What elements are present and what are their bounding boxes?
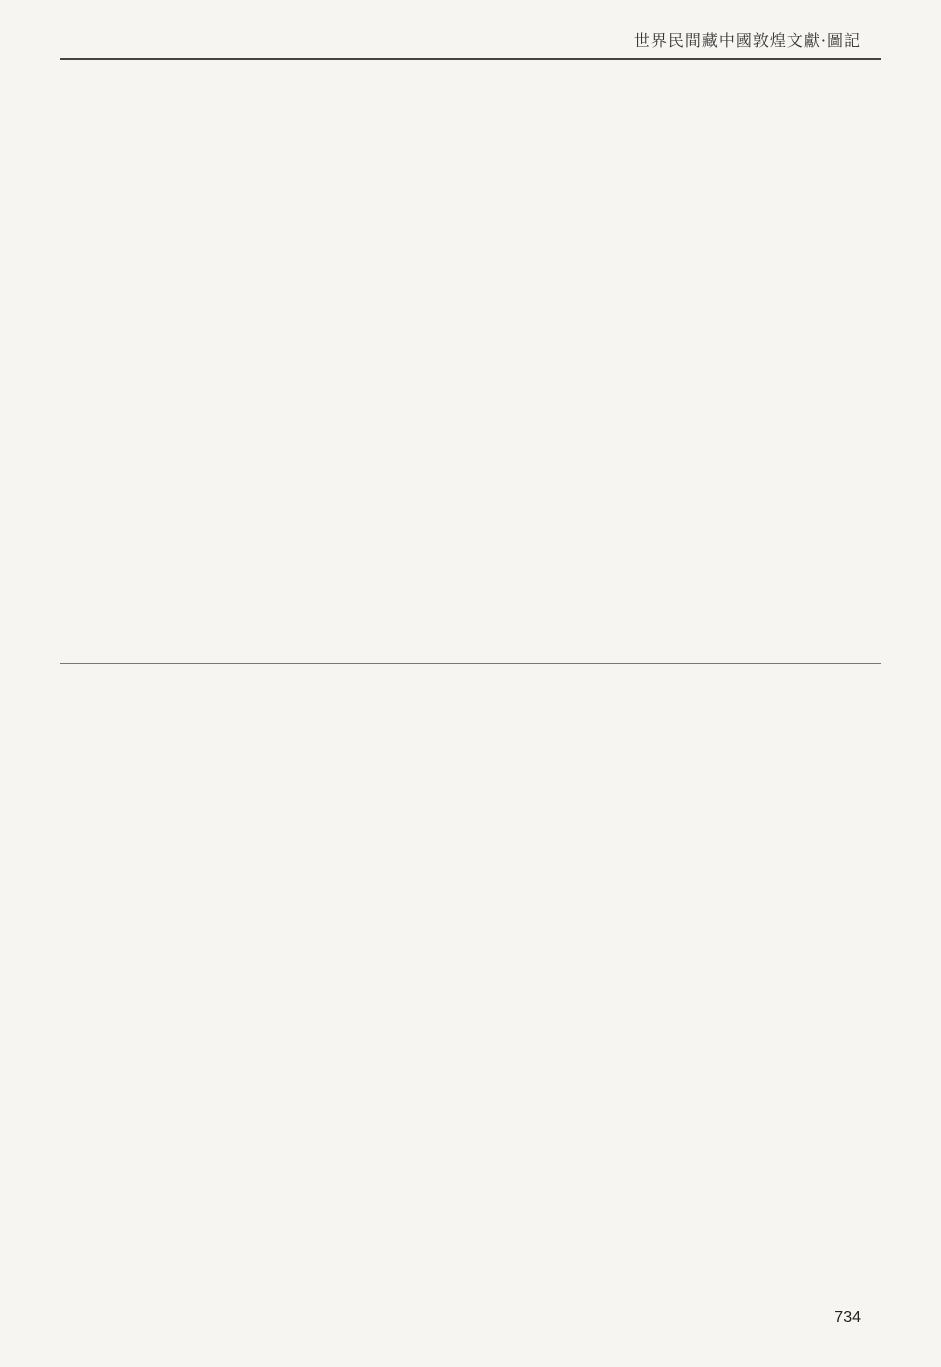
section-divider [60,663,881,664]
bottom-text-section [60,686,881,1286]
page-number: 734 [834,1309,861,1326]
top-text-section [60,80,881,640]
header-rule [60,58,881,60]
running-header: 世界民間藏中國敦煌文獻·圖記 [633,31,861,50]
